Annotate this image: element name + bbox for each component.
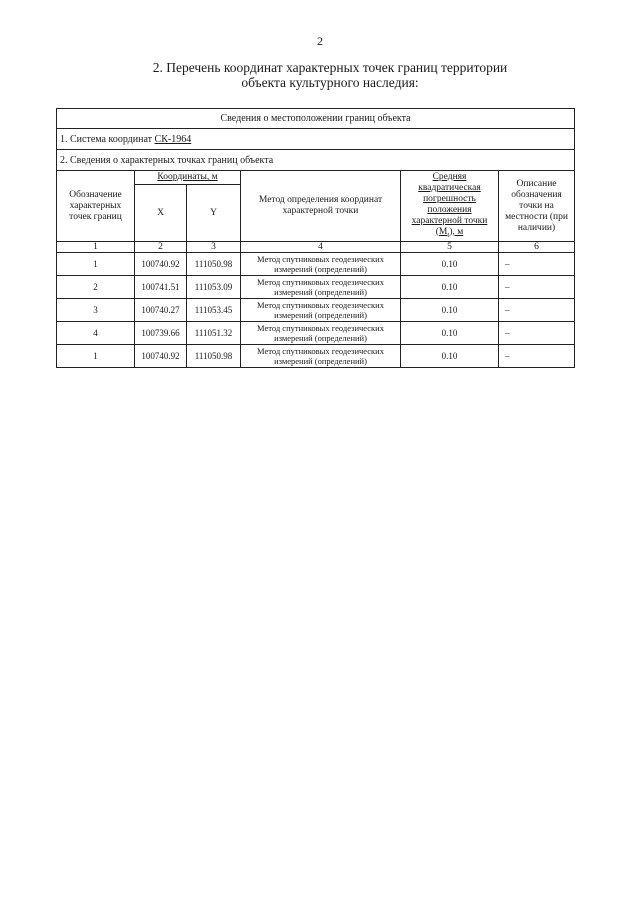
header-description: Описание обозначения точки на местности (при наличии) (499, 171, 575, 242)
cell-error: 0.10 (401, 299, 499, 322)
header-y: Y (187, 185, 241, 242)
cell-method: Метод спутниковых геодезических измерений (определений) (241, 299, 401, 322)
table-row (57, 276, 575, 299)
table-row (57, 299, 575, 322)
cell-point: 2 (57, 276, 135, 299)
section-title (150, 60, 510, 90)
cell-description: – (499, 276, 575, 299)
table-row (57, 322, 575, 345)
cell-y: 111051.32 (187, 322, 241, 345)
coordinate-system-row (57, 129, 575, 150)
header-coords (135, 171, 241, 185)
column-number: 5 (401, 242, 499, 253)
table-row (57, 253, 575, 276)
cell-description: – (499, 299, 575, 322)
header-method: Метод определения координат характерной точки (241, 171, 401, 242)
section-title-line2: объекта культурного наследия: (241, 75, 419, 90)
cell-description: – (499, 322, 575, 345)
page-number: 2 (317, 34, 323, 48)
column-number: 4 (241, 242, 401, 253)
cell-y: 111050.98 (187, 253, 241, 276)
cell-error: 0.10 (401, 276, 499, 299)
header-error-label: Средняя квадратическая погрешность положения характерной точки (M (411, 171, 488, 237)
cell-x: 100741.51 (135, 276, 187, 299)
header-x: X (135, 185, 187, 242)
cell-method: Метод спутниковых геодезических измерений (определений) (241, 276, 401, 299)
coordinate-system-label: 1. Система координат (60, 133, 155, 145)
cell-x: 100740.27 (135, 299, 187, 322)
cell-error: 0.10 (401, 253, 499, 276)
cell-y: 111053.09 (187, 276, 241, 299)
header-error-unit: ), м (449, 226, 464, 237)
column-number: 2 (135, 242, 187, 253)
column-number: 6 (499, 242, 575, 253)
column-number: 1 (57, 242, 135, 253)
cell-x: 100740.92 (135, 253, 187, 276)
cell-x: 100740.92 (135, 345, 187, 368)
points-info-row: 2. Сведения о характерных точках границ объекта (57, 150, 575, 171)
cell-x: 100739.66 (135, 322, 187, 345)
column-numbers-row (57, 242, 575, 253)
cell-method: Метод спутниковых геодезических измерений (определений) (241, 345, 401, 368)
table-main-header: Сведения о местоположении границ объекта (57, 109, 575, 129)
cell-point: 1 (57, 253, 135, 276)
header-error-subscript: t (447, 230, 450, 239)
cell-method: Метод спутниковых геодезических измерений (определений) (241, 322, 401, 345)
cell-point: 1 (57, 345, 135, 368)
coordinate-system-value: СК-1964 (154, 133, 192, 145)
header-designation: Обозначение характерных точек границ (57, 171, 135, 242)
header-coords-label: Координаты, м (157, 172, 218, 182)
cell-description: – (499, 345, 575, 368)
cell-error: 0.10 (401, 322, 499, 345)
cell-point: 4 (57, 322, 135, 345)
column-number: 3 (187, 242, 241, 253)
cell-point: 3 (57, 299, 135, 322)
section-title-line1: 2. Перечень координат характерных точек границ территории (152, 60, 508, 75)
header-error (401, 171, 499, 242)
cell-method: Метод спутниковых геодезических измерений (определений) (241, 253, 401, 276)
cell-y: 111053.45 (187, 299, 241, 322)
cell-error: 0.10 (401, 345, 499, 368)
cell-y: 111050.98 (187, 345, 241, 368)
cell-description: – (499, 253, 575, 276)
table-row (57, 345, 575, 368)
coordinates-table (56, 108, 575, 368)
